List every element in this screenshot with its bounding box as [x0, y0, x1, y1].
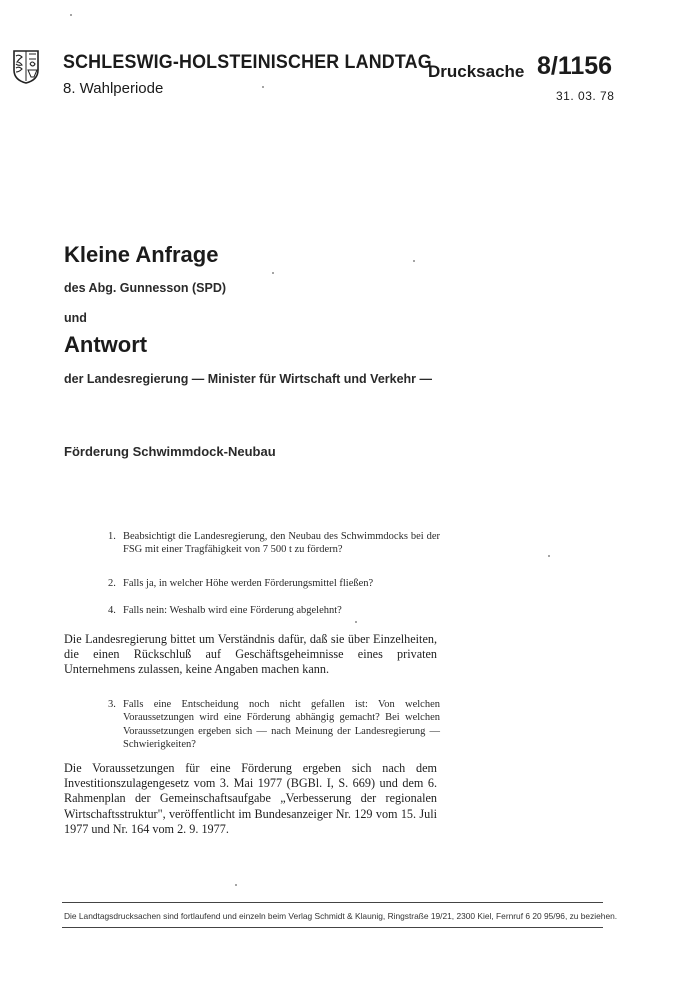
question-3: [108, 698, 440, 751]
author-line: des Abg. Gunnesson (SPD): [64, 281, 227, 295]
question-1: [108, 530, 440, 557]
question-number: 1.: [108, 531, 116, 542]
scan-speck: [235, 884, 237, 886]
title-kleine-anfrage: Kleine Anfrage: [64, 242, 219, 267]
topic-heading: Förderung Schwimmdock-Neubau: [64, 444, 276, 459]
question-4: [108, 604, 440, 617]
scan-speck: [262, 86, 264, 88]
question-2: [108, 577, 440, 590]
question-text: Falls nein: Weshalb wird eine Förderung abgelehnt?: [123, 605, 342, 616]
question-number: 3.: [108, 699, 116, 710]
scan-speck: [548, 555, 550, 557]
drucksache-number: 8/1156: [537, 52, 613, 80]
title-antwort: Antwort: [64, 332, 148, 357]
scan-speck: [272, 272, 274, 274]
question-text: Beabsichtigt die Landesregierung, den Neubau des Schwimmdocks bei der FSG mit einer Tragfähigkeit von 7 500 t zu fördern?: [123, 531, 440, 556]
scan-speck: [70, 14, 72, 16]
legislative-period: 8. Wahlperiode: [63, 80, 164, 97]
question-number: 4.: [108, 605, 116, 616]
footer-divider: [62, 902, 603, 903]
question-text: Falls eine Entscheidung noch nicht gefallen ist: Von welchen Voraussetzungen wird eine Förderung abhängig gemacht? Bei welchen Voraussetzungen ergeben sich — nach Meinung der Landesregierung — Schwierigkeiten?: [123, 699, 440, 750]
footer-note: Die Landtagsdrucksachen sind fortlaufend und einzeln beim Verlag Schmidt & Klaunig, Ringstraße 19/21, 2300 Kiel, Fernruf 6 20 95/96, zu beziehen.: [64, 911, 618, 921]
scan-speck: [355, 621, 357, 623]
footer-divider: [62, 927, 603, 928]
document-date: 31. 03. 78: [556, 89, 615, 103]
drucksache-label: Drucksache: [428, 62, 525, 81]
question-number: 2.: [108, 578, 116, 589]
answer-paragraph-1: Die Landesregierung bittet um Verständnis dafür, daß sie über Einzelheiten, die einen Rückschluß auf Geschäftsgeheimnisse eines privaten Unternehmens zulassen, keine Angaben machen kann.: [64, 632, 437, 677]
respondent-line: der Landesregierung — Minister für Wirtschaft und Verkehr —: [64, 372, 433, 386]
parliament-title: SCHLESWIG-HOLSTEINISCHER LANDTAG: [63, 52, 432, 73]
conjunction-und: und: [64, 311, 87, 325]
coat-of-arms-icon: [13, 50, 39, 84]
scan-speck: [413, 260, 415, 262]
question-text: Falls ja, in welcher Höhe werden Förderungsmittel fließen?: [123, 578, 374, 589]
answer-paragraph-2: Die Voraussetzungen für eine Förderung ergeben sich nach dem Investitionszulagengesetz vom 3. Mai 1977 (BGBl. I, S. 669) und dem 6. Rahmenplan der Gemeinschaftsaufgabe „Verbesserung der regionalen Wirtschaftsstruktur", veröffentlicht im Bundesanzeiger Nr. 129 vom 15. Juli 1977 und Nr. 164 vom 2. 9. 1977.: [64, 761, 437, 836]
